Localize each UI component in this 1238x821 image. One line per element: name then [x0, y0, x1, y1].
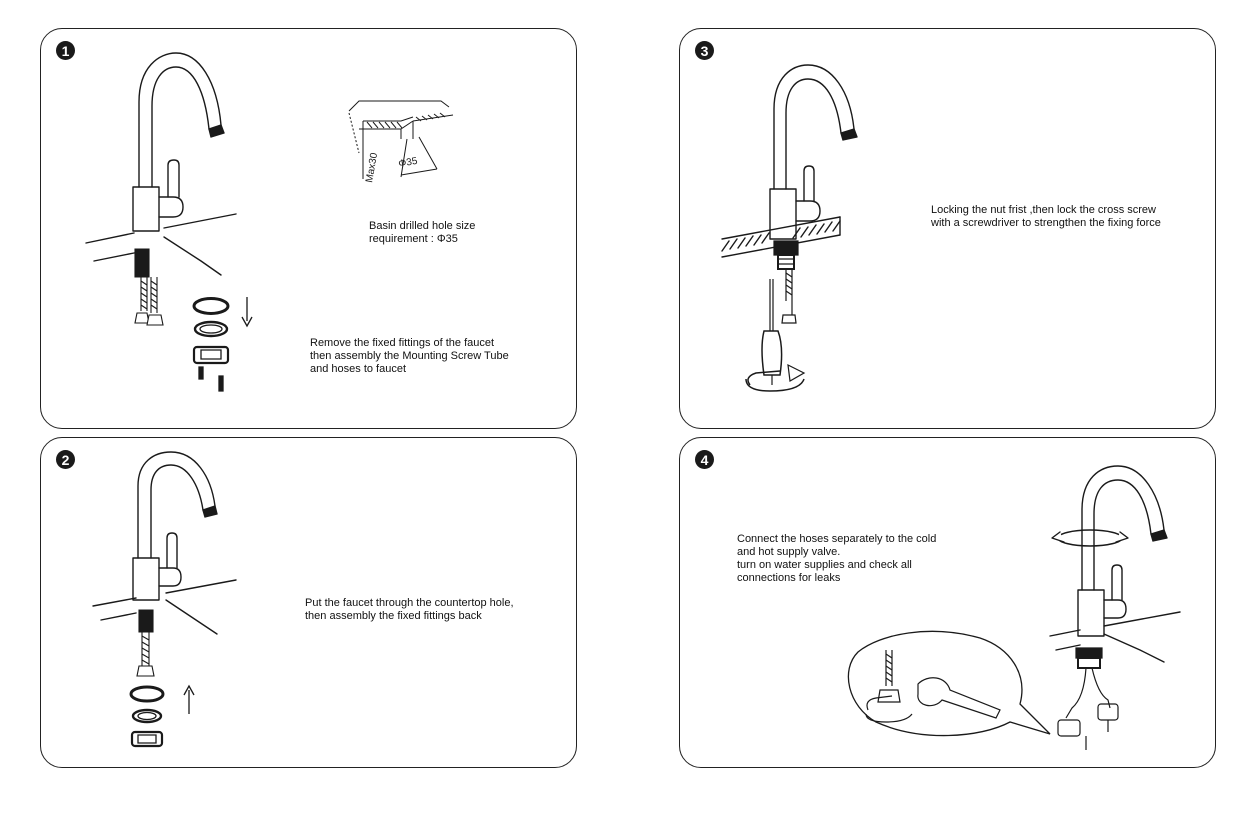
step-4-panel — [679, 437, 1216, 768]
step-3-caption: Locking the nut frist ,then lock the cross screw with a screwdriver to strengthen the fixing force — [931, 204, 1161, 229]
step-4-badge: 4 — [695, 450, 714, 469]
step-1-caption: Remove the fixed fittings of the faucet then assembly the Mounting Screw Tube and hoses to faucet — [310, 337, 509, 375]
step-3-badge: 3 — [695, 41, 714, 60]
step-2-panel — [40, 437, 577, 768]
step-2-caption: Put the faucet through the countertop hole, then assembly the fixed fittings back — [305, 597, 514, 622]
step-3-panel — [679, 28, 1216, 429]
step-2-badge: 2 — [56, 450, 75, 469]
hole-diameter-label: Φ35 — [397, 155, 419, 170]
faucet-illustration — [680, 438, 1217, 769]
step-1-inset-caption: Basin drilled hole size requirement : Φ35 — [369, 220, 476, 245]
max-depth-label: Max30 — [364, 152, 381, 184]
step-1-panel — [40, 28, 577, 429]
step-4-caption: Connect the hoses separately to the cold and hot supply valve. turn on water supplies and check all connections for leaks — [737, 533, 937, 584]
step-1-badge: 1 — [56, 41, 75, 60]
